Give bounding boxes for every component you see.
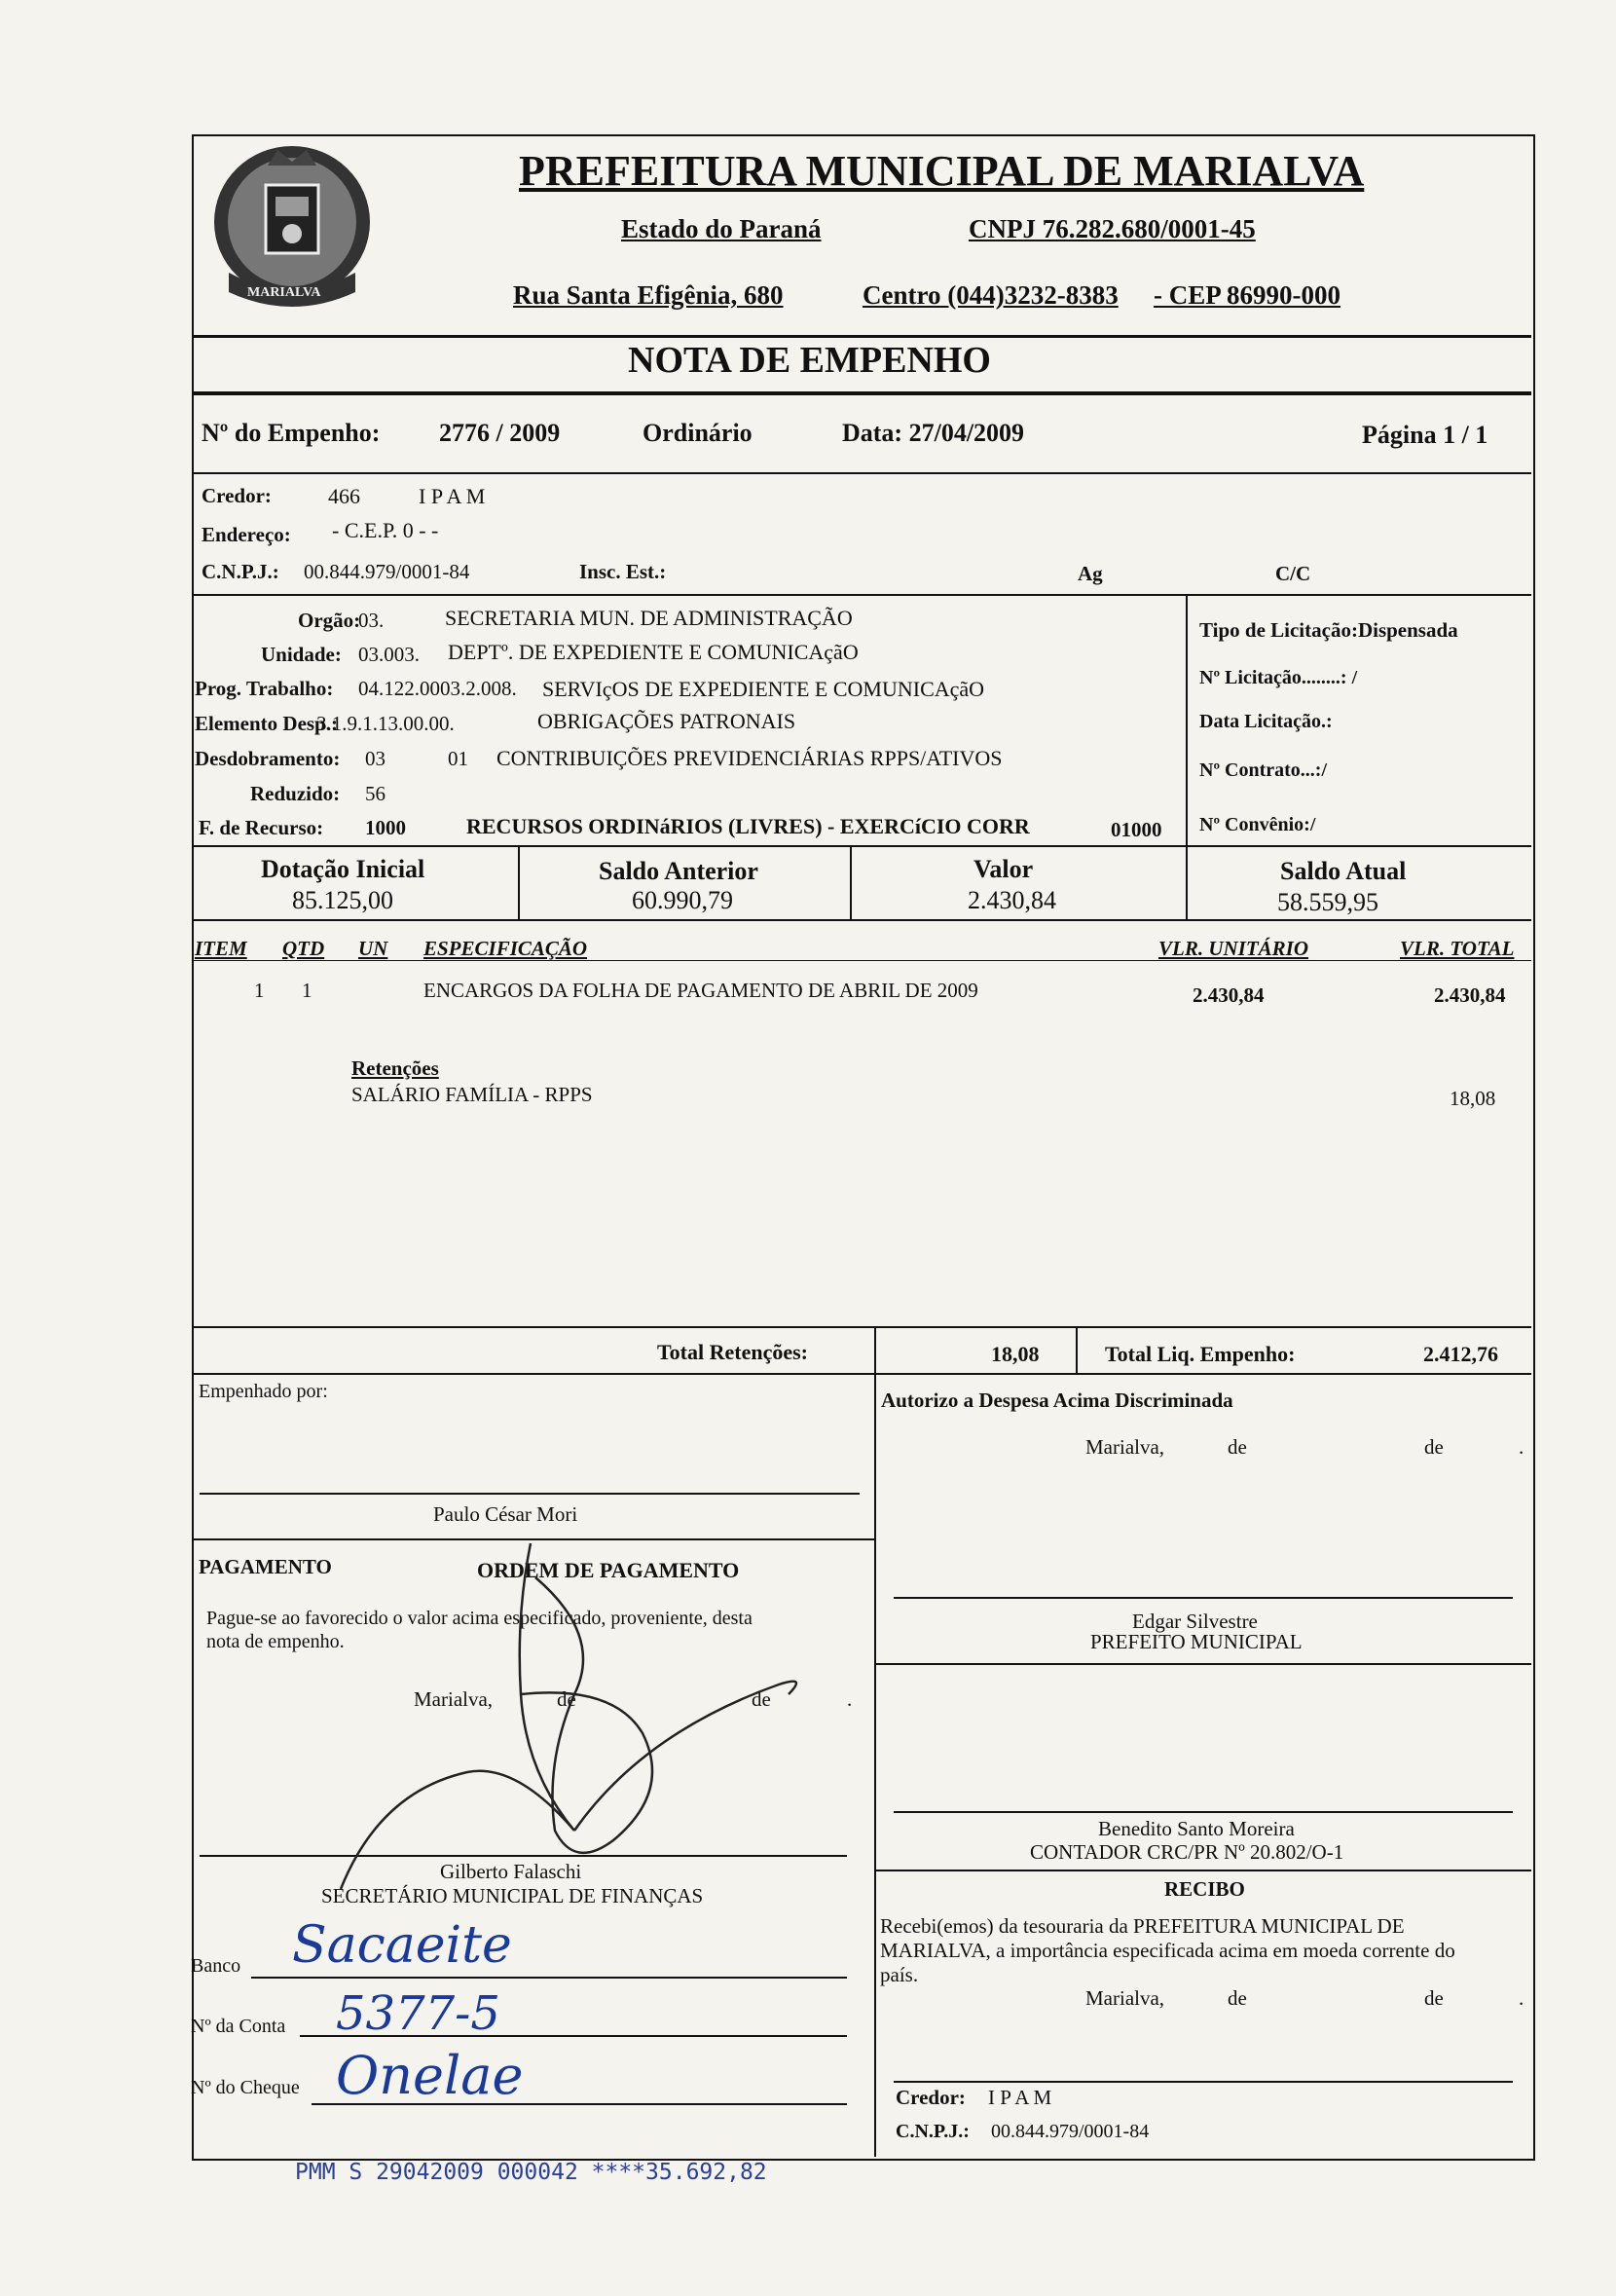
empenhado-name: Paulo César Mori (433, 1502, 578, 1526)
pagamento-city: Marialva, (414, 1687, 494, 1711)
licitacao-numero: Nº Licitação........: / (1199, 667, 1358, 688)
prefeito-title: PREFEITO MUNICIPAL (1090, 1630, 1303, 1653)
retencoes-label: Retenções (351, 1056, 439, 1080)
credor-name: I P A M (419, 484, 486, 508)
unidade-label: Unidade: (261, 643, 342, 666)
recibo-de1: de (1228, 1986, 1247, 2010)
recibo-de2: de (1424, 1986, 1444, 2010)
col-item: ITEM (195, 937, 247, 960)
recurso-label: F. de Recurso: (199, 816, 324, 839)
conta-label: Nº da Conta (191, 2016, 286, 2037)
valor-value: 2.430,84 (968, 886, 1056, 914)
elemento-label: Elemento Desp.: (195, 712, 338, 735)
saldo-anterior-value: 60.990,79 (632, 886, 733, 914)
ag-label: Ag (1078, 562, 1103, 585)
saldo-anterior-label: Saldo Anterior (599, 857, 758, 885)
licitacao-tipo: Tipo de Licitação:Dispensada (1199, 618, 1458, 642)
recibo-text-2: MARIALVA, a importância especificada acima em moeda corrente do (880, 1939, 1455, 1962)
cnpj: CNPJ 76.282.680/0001-45 (969, 214, 1256, 243)
item-unit: 2.430,84 (1193, 983, 1265, 1007)
pagamento-de2: de (752, 1687, 771, 1711)
total-liq-label: Total Liq. Empenho: (1105, 1342, 1296, 1366)
total-retencoes-label: Total Retenções: (657, 1340, 808, 1364)
autorizo-de1: de (1228, 1435, 1247, 1459)
total-liq-value: 2.412,76 (1423, 1342, 1498, 1366)
bank-stamp: PMM S 29042009 000042 ****35.692,82 (295, 2160, 767, 2185)
orgao: SECRETARIA MUN. DE ADMINISTRAÇÃO (445, 606, 853, 630)
recibo-dot: . (1519, 1986, 1524, 2010)
licitacao-data: Data Licitação.: (1199, 711, 1333, 732)
elemento: OBRIGAÇÕES PATRONAIS (537, 709, 796, 733)
saldo-atual-label: Saldo Atual (1280, 857, 1407, 885)
prog-label: Prog. Trabalho: (195, 677, 334, 700)
desdob-b: 01 (448, 747, 468, 770)
item-spec: ENCARGOS DA FOLHA DE PAGAMENTO DE ABRIL DE 2009 (423, 979, 978, 1002)
licitacao-convenio: Nº Convênio:/ (1199, 814, 1316, 835)
orgao-code: 03. (358, 609, 385, 632)
item-qtd: 1 (302, 979, 312, 1002)
cc-label: C/C (1275, 562, 1311, 585)
conta-handwriting: 5377-5 (336, 1986, 500, 2041)
licitacao-contrato: Nº Contrato...:/ (1199, 759, 1328, 781)
autorizo-de2: de (1424, 1435, 1444, 1459)
unidade: DEPTº. DE EXPEDIENTE E COMUNICAçãO (448, 640, 859, 664)
cheque-handwriting: Onelae (336, 2045, 524, 2106)
recurso-code: 1000 (365, 816, 406, 839)
center-phone: Centro (044)3232-8383 (863, 280, 1119, 310)
contador-title: CONTADOR CRC/PR Nº 20.802/O-1 (1030, 1840, 1344, 1864)
pagamento-de1: de (557, 1687, 576, 1711)
pagamento-text-2: nota de empenho. (206, 1631, 345, 1652)
banco-label: Banco (191, 1955, 241, 1977)
desdob: CONTRIBUIÇÕES PREVIDENCIÁRIAS RPPS/ATIVOS (496, 746, 1003, 770)
pagamento-label: PAGAMENTO (199, 1555, 332, 1578)
page-number: Página 1 / 1 (1362, 421, 1488, 449)
col-unit: VLR. UNITÁRIO (1158, 937, 1309, 960)
secretario-title: SECRETÁRIO MUNICIPAL DE FINANÇAS (321, 1884, 704, 1907)
address: Rua Santa Efigênia, 680 (513, 280, 784, 310)
recibo-cnpj: 00.844.979/0001-84 (991, 2121, 1150, 2142)
document-title: NOTA DE EMPENHO (628, 340, 991, 381)
cheque-label: Nº do Cheque (191, 2077, 300, 2098)
autorizo-city: Marialva, (1085, 1435, 1165, 1459)
page-title: PREFEITURA MUNICIPAL DE MARIALVA (519, 147, 1365, 195)
autorizo-dot: . (1519, 1435, 1524, 1459)
pagamento-text-1: Pague-se ao favorecido o valor acima especificado, proveniente, desta (206, 1608, 753, 1629)
recibo-cnpj-label: C.N.P.J.: (896, 2121, 970, 2142)
retencao-value: 18,08 (1450, 1087, 1496, 1110)
endereco-label: Endereço: (202, 523, 291, 546)
recurso-code2: 01000 (1111, 818, 1162, 841)
recibo-text-3: país. (880, 1963, 919, 1986)
prog-code: 04.122.0003.2.008. (358, 677, 517, 700)
recibo-credor: I P A M (988, 2086, 1052, 2109)
secretario-name: Gilberto Falaschi (440, 1860, 582, 1883)
recibo-title: RECIBO (1164, 1877, 1245, 1901)
col-total: VLR. TOTAL (1400, 937, 1515, 960)
banco-handwriting: Sacaeite (292, 1916, 512, 1975)
credor-cnpj: 00.844.979/0001-84 (304, 560, 470, 583)
saldo-atual-value: 58.559,95 (1277, 888, 1378, 916)
dotacao-value: 85.125,00 (292, 886, 393, 914)
col-qtd: QTD (282, 937, 325, 960)
credor-label: Credor: (202, 484, 272, 507)
recibo-credor-label: Credor: (896, 2086, 966, 2109)
item-number: 1 (254, 979, 265, 1002)
pagamento-dot: . (847, 1687, 853, 1711)
empenhado-label: Empenhado por: (199, 1381, 328, 1402)
desdob-label: Desdobramento: (195, 747, 341, 770)
empenho-date: Data: 27/04/2009 (842, 419, 1025, 447)
item-total: 2.430,84 (1434, 983, 1506, 1007)
state-name: Estado do Paraná (621, 214, 822, 243)
prefeito-name: Edgar Silvestre (1132, 1610, 1258, 1633)
reduzido: 56 (365, 782, 386, 805)
credor-code: 466 (328, 484, 360, 508)
signature-scribble-icon (321, 1538, 808, 1908)
elemento-code: 3.1.9.1.13.00.00. (316, 712, 455, 735)
unidade-code: 03.003. (358, 643, 420, 666)
recurso: RECURSOS ORDINáRIOS (LIVRES) - EXERCíCIO CORR (466, 814, 1030, 838)
reduzido-label: Reduzido: (250, 782, 341, 805)
insc-est-label: Insc. Est.: (579, 560, 667, 583)
col-spec: ESPECIFICAÇÃO (423, 937, 588, 960)
retencao-name: SALÁRIO FAMÍLIA - RPPS (351, 1083, 593, 1106)
desdob-a: 03 (365, 747, 386, 770)
contador-name: Benedito Santo Moreira (1098, 1817, 1295, 1840)
ordem-pagamento: ORDEM DE PAGAMENTO (477, 1558, 740, 1582)
recibo-text-1: Recebi(emos) da tesouraria da PREFEITURA MUNICIPAL DE (880, 1914, 1405, 1938)
prog: SERVIçOS DE EXPEDIENTE E COMUNICAçãO (542, 677, 985, 701)
empenho-type: Ordinário (643, 419, 753, 447)
valor-label: Valor (973, 855, 1034, 883)
endereco: - C.E.P. 0 - - (332, 518, 439, 542)
cep: - CEP 86990-000 (1154, 280, 1341, 310)
col-un: UN (358, 937, 388, 960)
orgao-label: Orgão: (298, 609, 361, 632)
total-retencoes-value: 18,08 (991, 1342, 1040, 1366)
dotacao-label: Dotação Inicial (261, 855, 425, 883)
empenho-number-label: Nº do Empenho: (202, 419, 381, 447)
empenho-number: 2776 / 2009 (439, 419, 561, 447)
recibo-city: Marialva, (1085, 1986, 1165, 2010)
cnpj-label: C.N.P.J.: (202, 560, 279, 583)
seal-text: MARIALVA (247, 285, 321, 300)
autorizo-label: Autorizo a Despesa Acima Discriminada (881, 1389, 1233, 1412)
